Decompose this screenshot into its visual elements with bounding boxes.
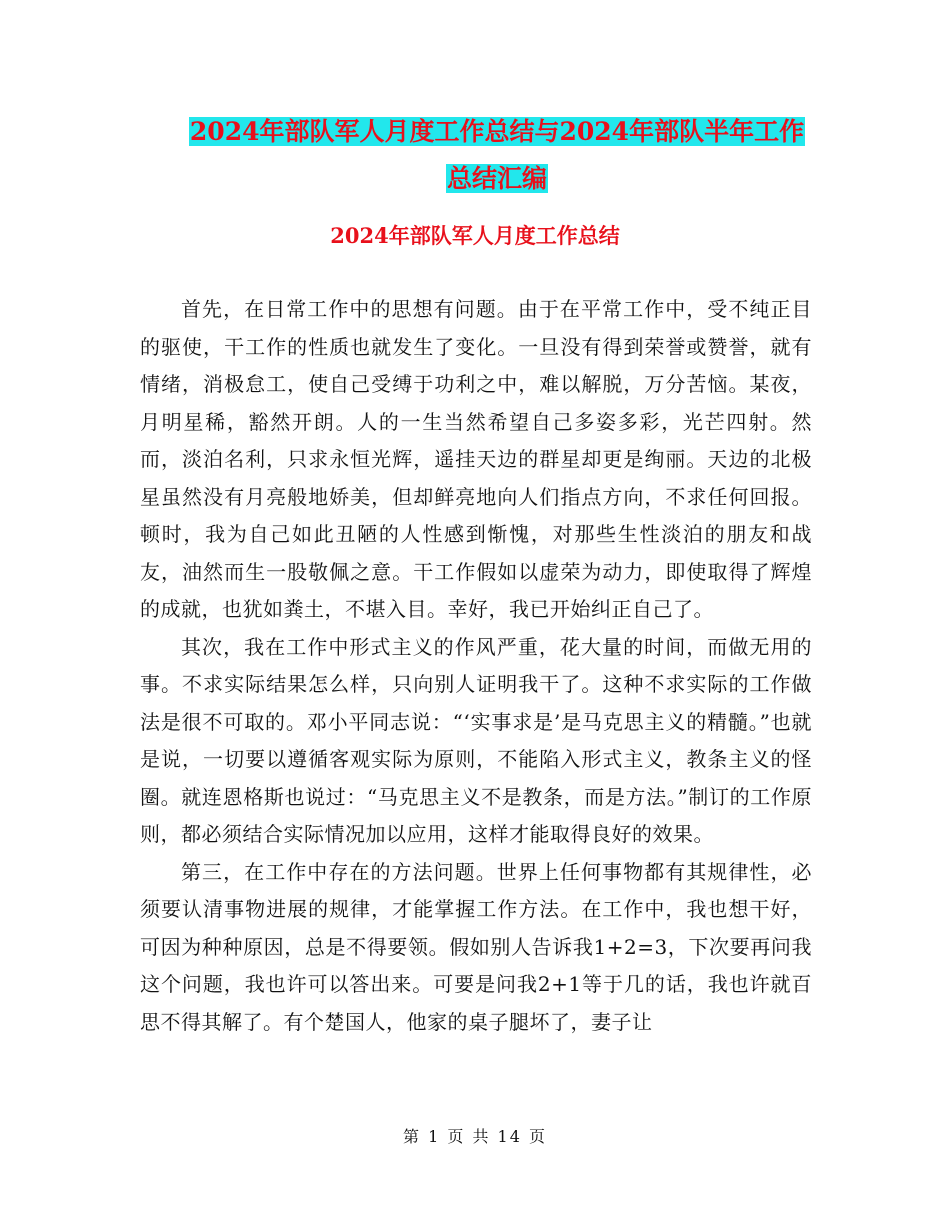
paragraph-2: 其次，我在工作中形式主义的作风严重，花大量的时间，而做无用的事。不求实际结果怎么样，只向别人证明我干了。这种不求实际的工作做法是很不可取的。邓小平同志说：“‘实事求是’是马克思主义的精髓。”也就是说，一切要以遵循客观实际为原则，不能陷入形式主义，教条主义的怪圈。就连恩格斯也说过：“马克思主义不是教条，而是方法。”制订的工作原则，都必须结合实际情况加以应用，这样才能取得良好的效果。	[140, 634, 812, 846]
paragraph-1: 首先，在日常工作中的思想有问题。由于在平常工作中，受不纯正目的驱使，干工作的性质也就发生了变化。一旦没有得到荣誉或赞誉，就有情绪，消极怠工，使自己受缚于功利之中，难以解脱，万分苦恼。某夜，月明星稀，豁然开朗。人的一生当然希望自己多姿多彩，光芒四射。然而，淡泊名利，只求永恒光辉，遥挂天边的群星却更是绚丽。天边的北极星虽然没有月亮般地娇美，但却鲜亮地向人们指点方向，不求任何回报。顿时，我为自己如此丑陋的人性感到惭愧，对那些生性淡泊的朋友和战友，油然而生一股敬佩之意。干工作假如以虚荣为动力，即使取得了辉煌的成就，也犹如粪土，不堪入目。幸好，我已开始纠正自己了。	[140, 297, 812, 621]
section-title: 2024年部队军人月度工作总结	[330, 223, 620, 248]
document-title-line1: 2024年部队军人月度工作总结与2024年部队半年工作	[189, 117, 805, 146]
page-footer	[0, 1126, 950, 1148]
paragraph-3: 第三，在工作中存在的方法问题。世界上任何事物都有其规律性，必须要认清事物进展的规律，才能掌握工作方法。在工作中，我也想干好，可因为种种原因，总是不得要领。假如别人告诉我1+2=3，下次要再问我这个问题，我也许可以答出来。可要是问我2+1等于几的话，我也许就百思不得其解了。有个楚国人，他家的桌子腿坏了，妻子让	[140, 859, 812, 1034]
document-title-line2: 总结汇编	[446, 164, 547, 193]
page-number: 第 1 页 共 14 页	[403, 1127, 547, 1146]
document-title	[140, 108, 854, 202]
document-body	[140, 291, 812, 1041]
